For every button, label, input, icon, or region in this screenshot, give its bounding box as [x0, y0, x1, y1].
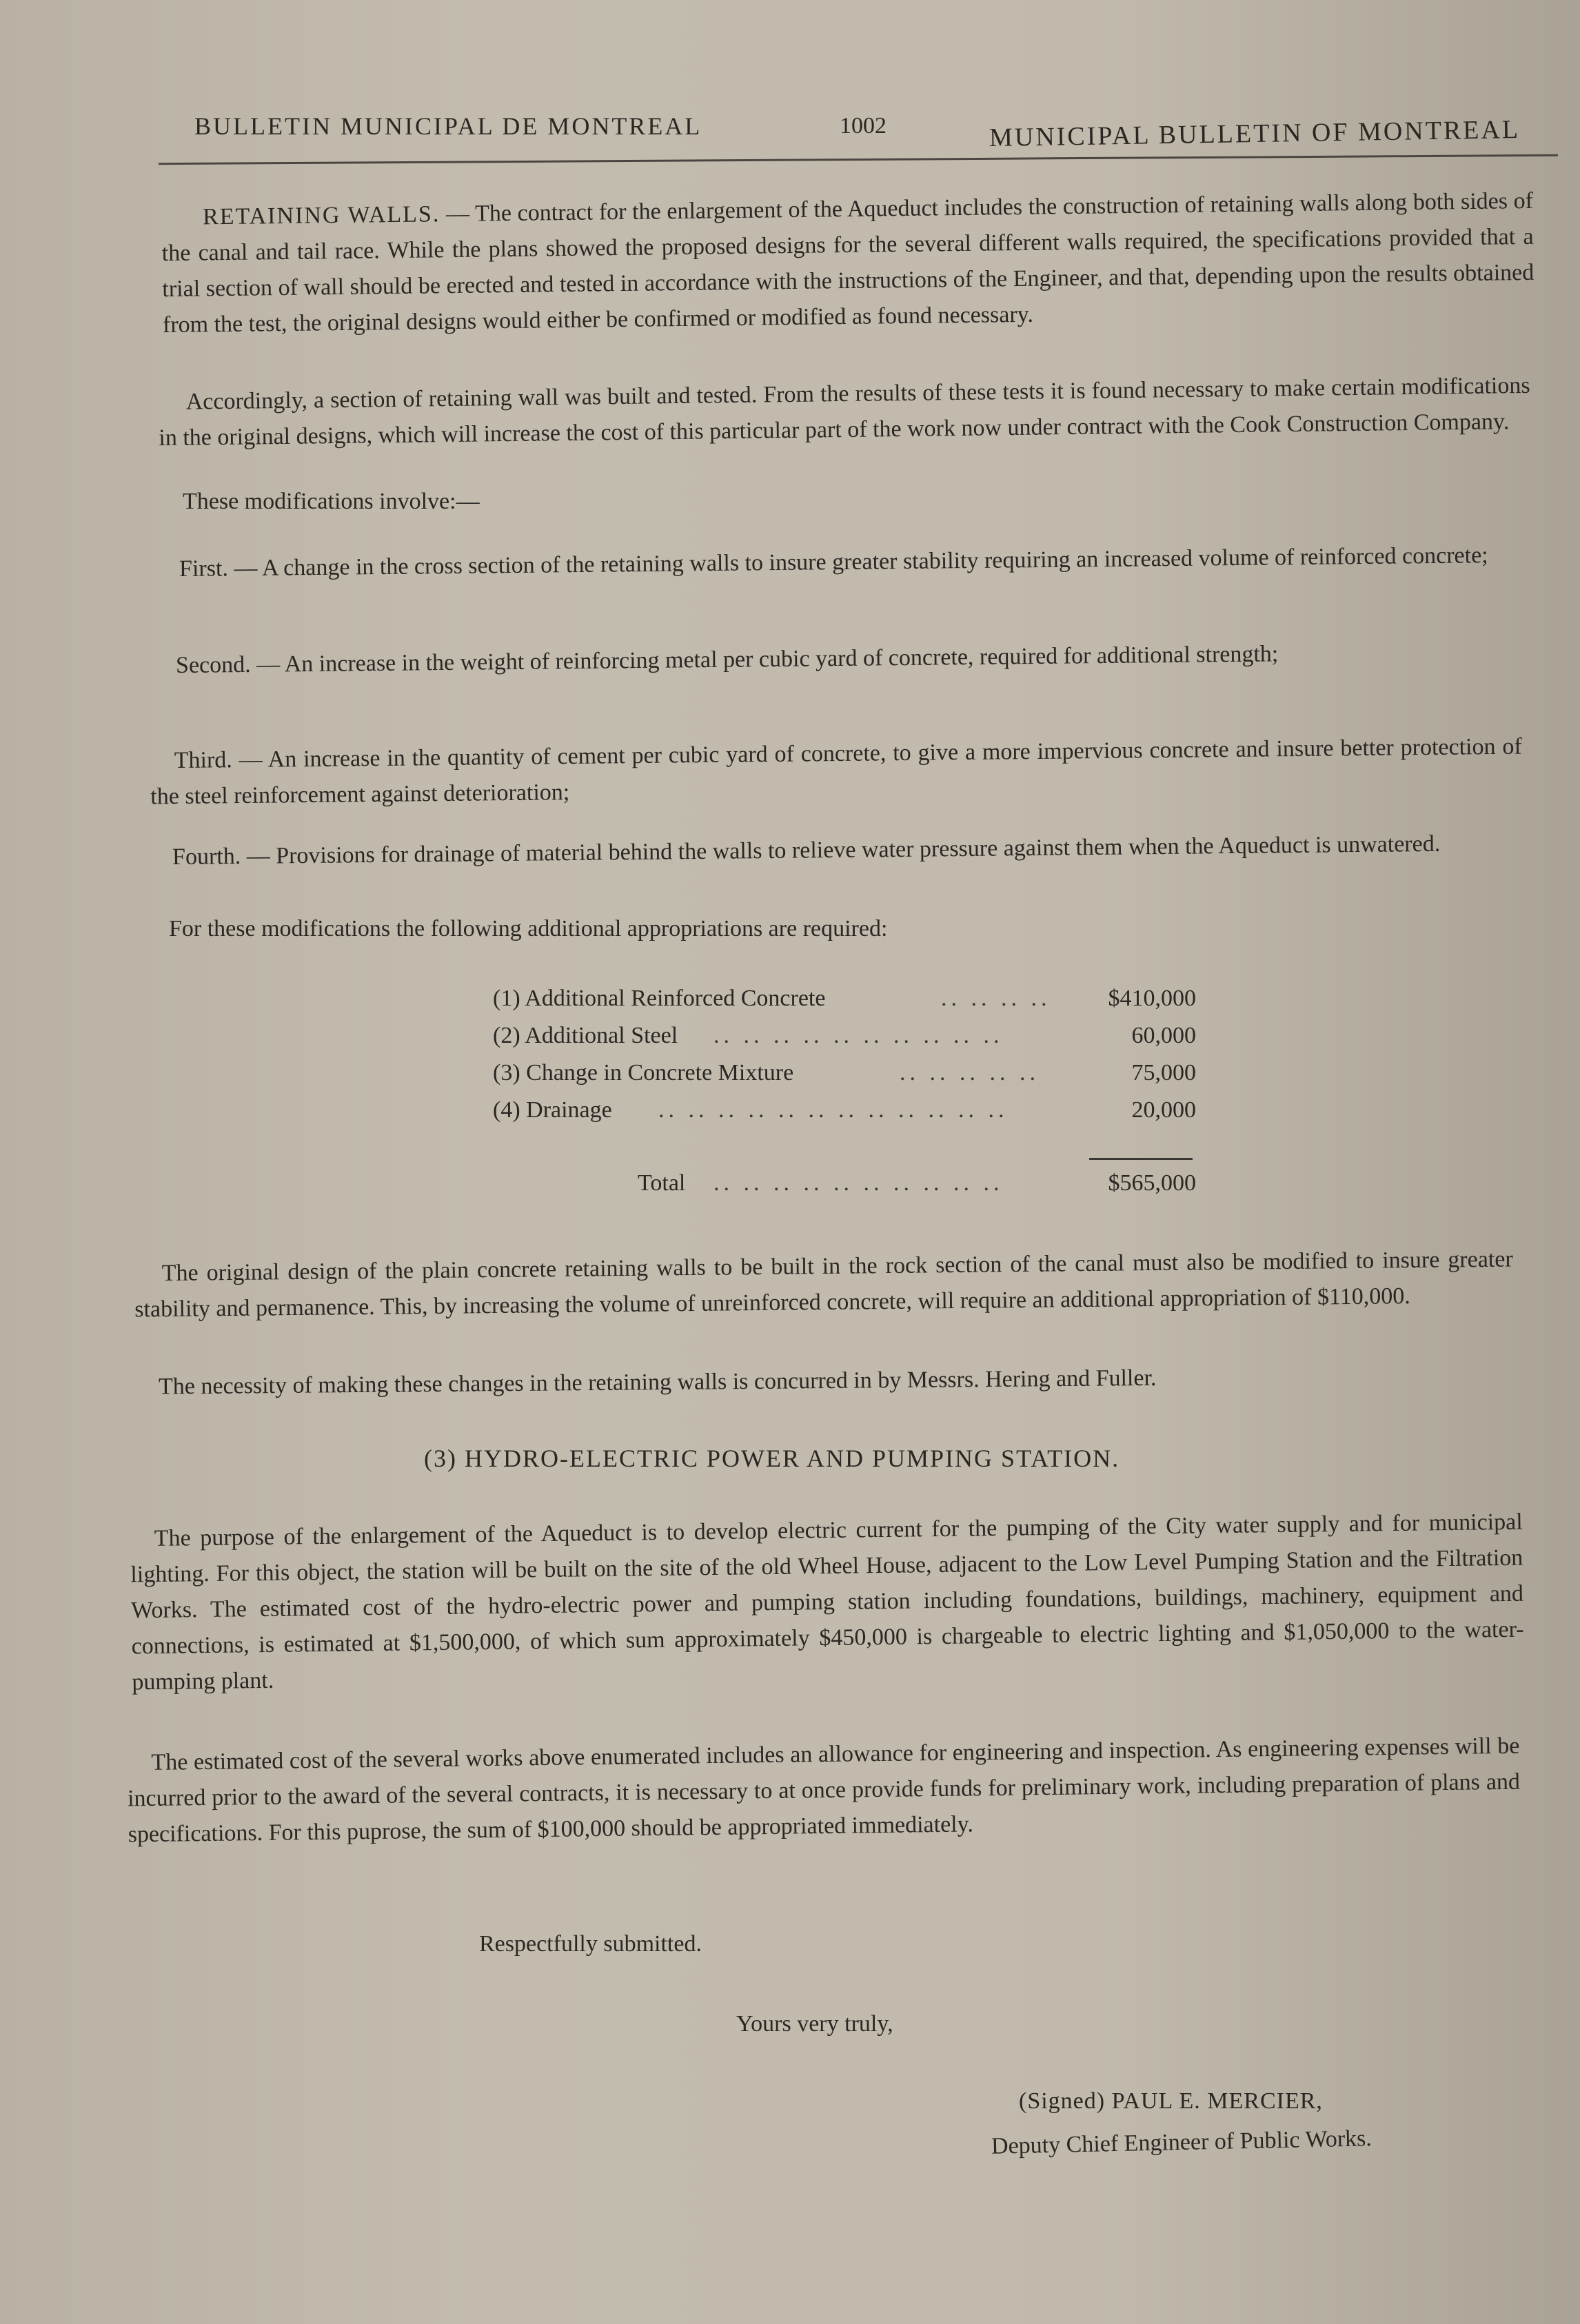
hydro-purpose-paragraph: The purpose of the enlargement of the Aqueduct is to develop electric current for the pumping of the City water supply and for municipal lighting. For this object, the station will be built on the site of the old Wheel House, adjacent to the Low Level Pumping Station and the Filtration Works. The estimated cost of the hydro-electric power and pumping station including foundations, buildings, machinery, equipment and connections, is estimated at $1,500,000, of which sum approximately $450,000 is chargeable to electric lighting and $1,050,000 to the water-pumping plant. [130, 1509, 1524, 1695]
accordingly-paragraph: Accordingly, a section of retaining wall was built and tested. From the results of these tests it is found necessary to make certain modifications in the original designs, which will increase the cost of this particular part of the work now under contract with the Cook Construction Company. [159, 372, 1530, 451]
retaining-walls-text: — The contract for the enlargement of the Aqueduct includes the construction of retaining walls along both sides of the canal and tail race. While the plans showed the proposed designs for the several different walls required, the specifications provided that a trial section of wall should be erected and tested in accordance with the instructions of the Engineer, and that, depending upon the results obtained from the test, the original designs would either be confirmed or modified as found necessary. [161, 187, 1535, 338]
appropriation-row [493, 1060, 1196, 1096]
header-rule [159, 154, 1558, 165]
leader-dots: .. .. .. .. [941, 986, 1051, 1011]
appropriation-row [493, 1023, 1196, 1059]
leader-dots: .. .. .. .. .. [900, 1060, 1040, 1085]
modifications-intro: These modifications involve:— [183, 489, 480, 514]
leader-dots: .. .. .. .. .. .. .. .. .. .. [713, 1170, 1004, 1196]
appropriation-row [493, 986, 1196, 1021]
appropriation-label: (4) Drainage [493, 1097, 612, 1123]
appropriation-amount: 20,000 [1131, 1097, 1196, 1123]
hydro-electric-heading: (3) HYDRO-ELECTRIC POWER AND PUMPING STATION. [424, 1445, 1120, 1472]
fourth-modification: Fourth. — Provisions for drainage of material behind the walls to relieve water pressure against them when the Aqueduct is unwatered. [172, 830, 1441, 870]
leader-dots: .. .. .. .. .. .. .. .. .. .. [713, 1023, 1004, 1048]
total-row [493, 1170, 1196, 1206]
appropriation-amount: 60,000 [1131, 1023, 1196, 1048]
total-amount: $565,000 [1108, 1170, 1196, 1196]
first-modification: First. — A change in the cross section of the retaining walls to insure greater stability requiring an increased volume of reinforced concrete; [179, 542, 1488, 582]
appropriation-amount: $410,000 [1108, 986, 1196, 1011]
page-header [159, 103, 1558, 165]
leader-dots: .. .. .. .. .. .. .. .. .. .. .. .. [658, 1097, 1009, 1123]
appropriation-label: (1) Additional Reinforced Concrete [493, 986, 826, 1011]
retaining-walls-paragraph [161, 183, 1535, 343]
appropriation-label: (2) Additional Steel [493, 1023, 678, 1048]
yours-very-truly: Yours very truly, [736, 2011, 893, 2037]
total-label: Total [638, 1170, 686, 1196]
header-french-title: BULLETIN MUNICIPAL DE MONTREAL [194, 112, 702, 140]
signature-name: (Signed) PAUL E. MERCIER, [1019, 2088, 1323, 2114]
appropriation-label: (3) Change in Concrete Mixture [493, 1060, 794, 1085]
second-modification: Second. — An increase in the weight of reinforcing metal per cubic yard of concrete, required for additional strength; [175, 641, 1279, 679]
third-modification: Third. — An increase in the quantity of cement per cubic yard of concrete, to give a more impervious concrete and insure better protection of the steel reinforcement against deterioration; [150, 733, 1522, 810]
header-english-title: MUNICIPAL BULLETIN OF MONTREAL [989, 114, 1521, 153]
plain-concrete-paragraph: The original design of the plain concrete retaining walls to be built in the rock section of the canal must also be modified to insure greater stability and permanence. This, by increasing the volume of unreinforced concrete, will require an additional appropriation of $110,000. [134, 1246, 1513, 1323]
retaining-walls-title: RETAINING WALLS. [202, 201, 440, 230]
appropriations-intro: For these modifications the following additional appropriations are required: [169, 916, 888, 941]
respectfully-submitted: Respectfully submitted. [479, 1931, 702, 1957]
signature-title: Deputy Chief Engineer of Public Works. [991, 2126, 1373, 2159]
engineering-cost-paragraph: The estimated cost of the several works above enumerated includes an allowance for engineering and inspection. As engineering expenses will be incurred prior to the award of the several contracts, it is necessary to at once provide funds for preliminary work, including preparation of plans and specifications. For this puprose, the sum of $100,000 should be appropriated immediately. [127, 1733, 1521, 1848]
page-number: 1002 [840, 113, 887, 139]
appropriation-row [493, 1097, 1196, 1133]
concurrence-paragraph: The necessity of making these changes in the retaining walls is concurred in by Messrs. Hering and Fuller. [158, 1365, 1157, 1400]
total-rule [1089, 1158, 1193, 1160]
appropriation-amount: 75,000 [1131, 1060, 1196, 1085]
